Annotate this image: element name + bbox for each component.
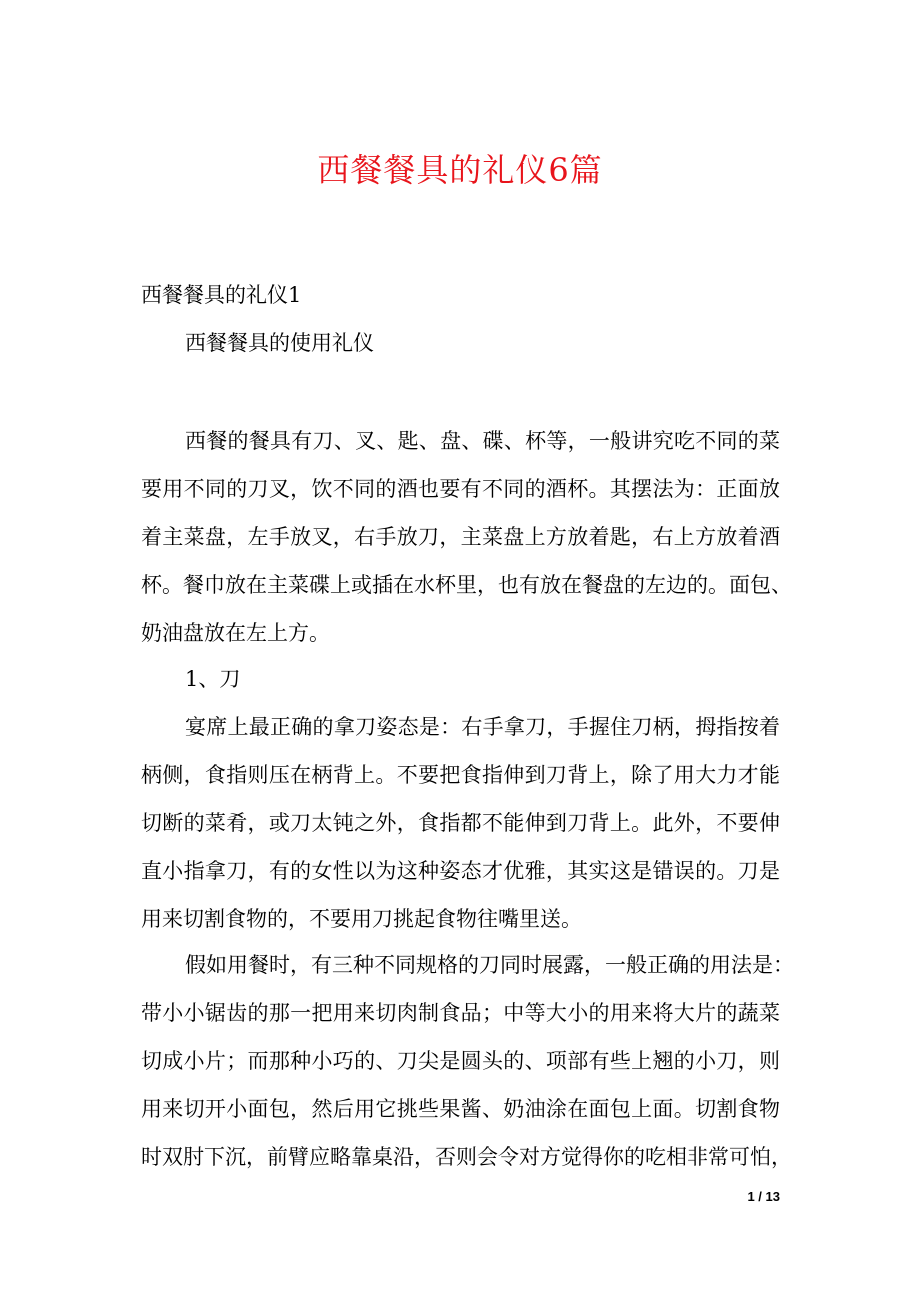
page-number: 1 / 13 <box>747 1189 780 1204</box>
paragraph-line: 带小小锯齿的那一把用来切肉制食品；中等大小的用来将大片的蔬菜 <box>141 1001 780 1025</box>
paragraph-line: 切断的菜肴，或刀太钝之外，食指都不能伸到刀背上。此外，不要伸 <box>141 811 780 835</box>
subheading: 西餐餐具的使用礼仪 <box>185 331 374 355</box>
paragraph-line: 要用不同的刀叉，饮不同的酒也要有不同的酒杯。其摆法为：正面放 <box>141 477 780 501</box>
paragraph-line: 奶油盘放在左上方。 <box>141 621 330 645</box>
section-heading: 西餐餐具的礼仪1 <box>141 283 302 307</box>
paragraph-line: 时双肘下沉，前臂应略靠桌沿，否则会令对方觉得你的吃相非常可怕， <box>141 1145 792 1169</box>
paragraph-line: 柄侧，食指则压在柄背上。不要把食指伸到刀背上，除了用大力才能 <box>141 763 780 787</box>
paragraph-line: 用来切割食物的，不要用刀挑起食物往嘴里送。 <box>141 907 582 931</box>
paragraph-line: 用来切开小面包，然后用它挑些果酱、奶油涂在面包上面。切割食物 <box>141 1097 780 1121</box>
paragraph-line: 假如用餐时，有三种不同规格的刀同时展露，一般正确的用法是： <box>185 953 794 977</box>
paragraph-line: 西餐的餐具有刀、叉、匙、盘、碟、杯等，一般讲究吃不同的菜 <box>185 429 780 453</box>
list-heading-knife: 1、刀 <box>185 667 241 691</box>
paragraph-line: 切成小片；而那种小巧的、刀尖是圆头的、项部有些上翘的小刀，则 <box>141 1049 780 1073</box>
paragraph-line: 直小指拿刀，有的女性以为这种姿态才优雅，其实这是错误的。刀是 <box>141 859 780 883</box>
paragraph-line: 杯。餐巾放在主菜碟上或插在水杯里，也有放在餐盘的左边的。面包、 <box>141 573 792 597</box>
paragraph-line: 宴席上最正确的拿刀姿态是：右手拿刀，手握住刀柄，拇指按着 <box>185 715 780 739</box>
document-title: 西餐餐具的礼仪6篇 <box>317 151 603 189</box>
paragraph-line: 着主菜盘，左手放叉，右手放刀，主菜盘上方放着匙，右上方放着酒 <box>141 525 780 549</box>
